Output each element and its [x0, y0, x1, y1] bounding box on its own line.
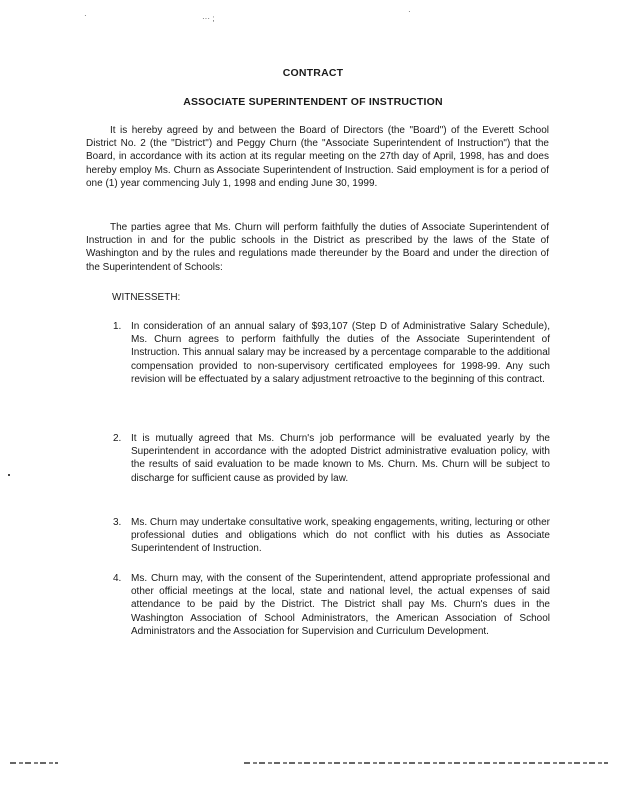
document-subtitle: ASSOCIATE SUPERINTENDENT OF INSTRUCTION	[183, 96, 443, 108]
item-number: 3.	[113, 517, 122, 528]
item-text: In consideration of an annual salary of $93,107 (Step D of Administrative Salary Schedule), Ms. Churn agrees to perform faithfully the duties of the Associate Superintendent of Instruction. This annual salary may be increased by a percentage comparable to the additional compensation provided to non-supervisory certificated employees for 1998-99. Any such revision will be effectuated by a salary adjustment retroactive to the beginning of this contract.	[131, 321, 550, 385]
scan-speck: ·	[408, 7, 411, 16]
item-text: Ms. Churn may, with the consent of the Superintendent, attend appropriate professional and other official meetings at the local, state and national level, the actual expenses of said attendance to be paid by the District. The District shall pay Ms. Churn's dues in the Washington Association of School Administrators, the American Association of School Administrators and the Association for Supervision and Curriculum Development.	[131, 573, 550, 637]
scan-mark: ··· ;	[202, 14, 215, 23]
duties-paragraph	[86, 221, 549, 274]
margin-mark	[8, 474, 10, 476]
item-number: 2.	[113, 433, 122, 444]
footer-scan-line	[244, 762, 608, 764]
footer-scan-line	[10, 762, 58, 764]
item-text: It is mutually agreed that Ms. Churn's job performance will be evaluated yearly by the Superintendent in accordance with the adopted District administrative evaluation policy, with the results of said evaluation to be made known to Ms. Churn. Ms. Churn will be subject to discharge for sufficient cause as provided by law.	[131, 433, 550, 484]
contract-item	[113, 572, 550, 638]
duties-paragraph-text: The parties agree that Ms. Churn will perform faithfully the duties of Associate Superintendent of Instruction in and for the public schools in the District as prescribed by the laws of the State of Washington and by the rules and regulations made thereunder by the Board and under the direction of the Superintendent of Schools:	[86, 222, 549, 273]
document-title: CONTRACT	[282, 67, 344, 79]
contract-item	[113, 516, 550, 556]
contract-item	[113, 432, 550, 485]
scan-speck: ·	[84, 11, 87, 20]
witnesseth-heading: WITNESSETH:	[112, 292, 181, 303]
item-number: 4.	[113, 573, 122, 584]
item-number: 1.	[113, 321, 122, 332]
item-text: Ms. Churn may undertake consultative work, speaking engagements, writing, lecturing or other professional duties and obligations which do not conflict with his duties as Associate Superintendent of Instruction.	[131, 517, 550, 555]
contract-item	[113, 320, 550, 386]
agreement-paragraph	[86, 124, 549, 190]
agreement-paragraph-text: It is hereby agreed by and between the Board of Directors (the "Board") of the Everett School District No. 2 (the "District") and Peggy Churn (the "Associate Superintendent of Instruction") that the Board, in accordance with its action at its regular meeting on the 27th day of April, 1998, has and does hereby employ Ms. Churn as Associate Superintendent of Instruction. Said employment is for a period of one (1) year commencing July 1, 1998 and ending June 30, 1999.	[86, 125, 549, 189]
